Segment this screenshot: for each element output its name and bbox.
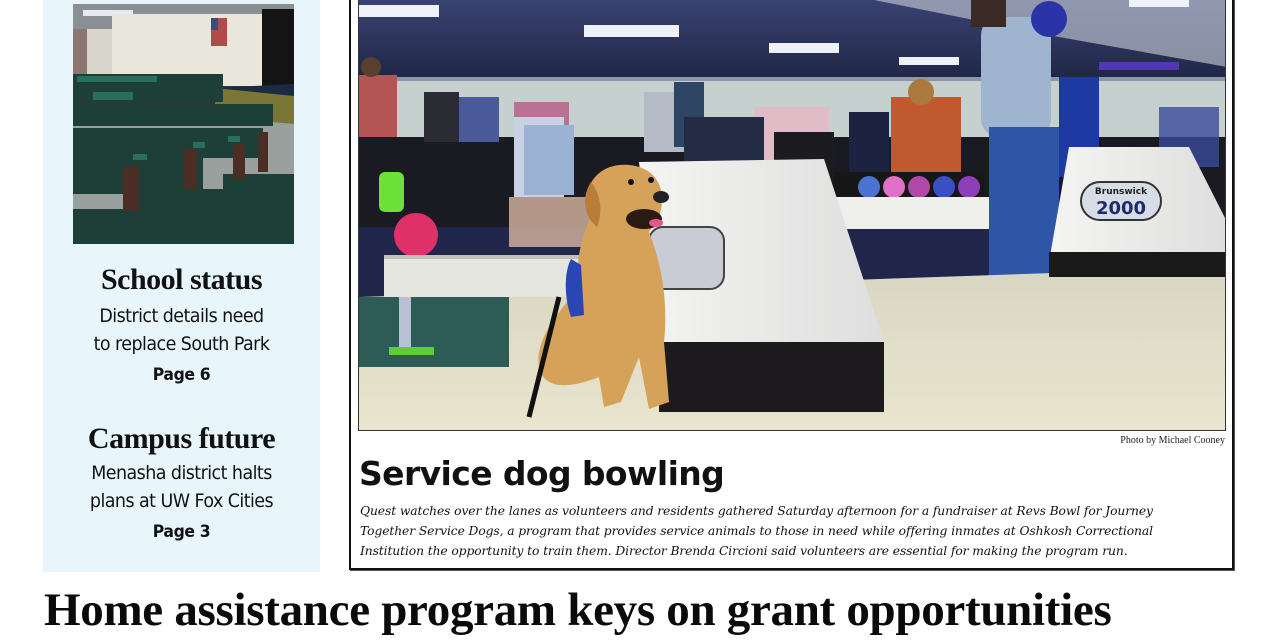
bowling-alley-image [359,0,1226,431]
feature-headline[interactable]: Service dog bowling [359,454,725,493]
teaser-campus-future[interactable] [43,423,320,545]
cutline-line: Quest watches over the lanes as volunteers and residents gathered Saturday afternoon for a fundraiser at Revs Bowl for Journey [360,504,1153,518]
cutline-line: Institution the opportunity to train them. Director Brenda Circioni said volunteers are essential for making the program run. [360,544,1128,558]
teaser-school-status[interactable] [43,264,320,388]
brand-label: Brunswick [1094,187,1148,197]
teaser-page-ref: Page 3 [152,522,211,542]
model-label: 2000 [1095,198,1147,219]
teaser-dek: plans at UW Fox Cities [89,490,274,512]
cutline-line: Together Service Dogs, a program that provides service animals to those in need while offering inmates at Oshkosh Correctional [360,524,1153,538]
auditorium-photo[interactable] [73,4,294,244]
main-story-headline[interactable]: Home assistance program keys on grant opportunities [44,584,1112,636]
teaser-headline: Campus future [87,422,276,455]
teaser-page-ref: Page 6 [152,365,211,385]
sidebar-teasers [43,0,320,572]
bowling-photo[interactable] [358,0,1226,431]
teaser-dek: Menasha district halts [91,462,272,484]
photo-cutline [360,501,1220,561]
teaser-dek: District details need [99,305,264,327]
photo-credit: Photo by Michael Cooney [1120,435,1225,446]
teaser-dek: to replace South Park [93,333,270,355]
feature-photo-box [349,0,1234,570]
auditorium-image [73,4,294,244]
teaser-headline: School status [100,263,263,296]
